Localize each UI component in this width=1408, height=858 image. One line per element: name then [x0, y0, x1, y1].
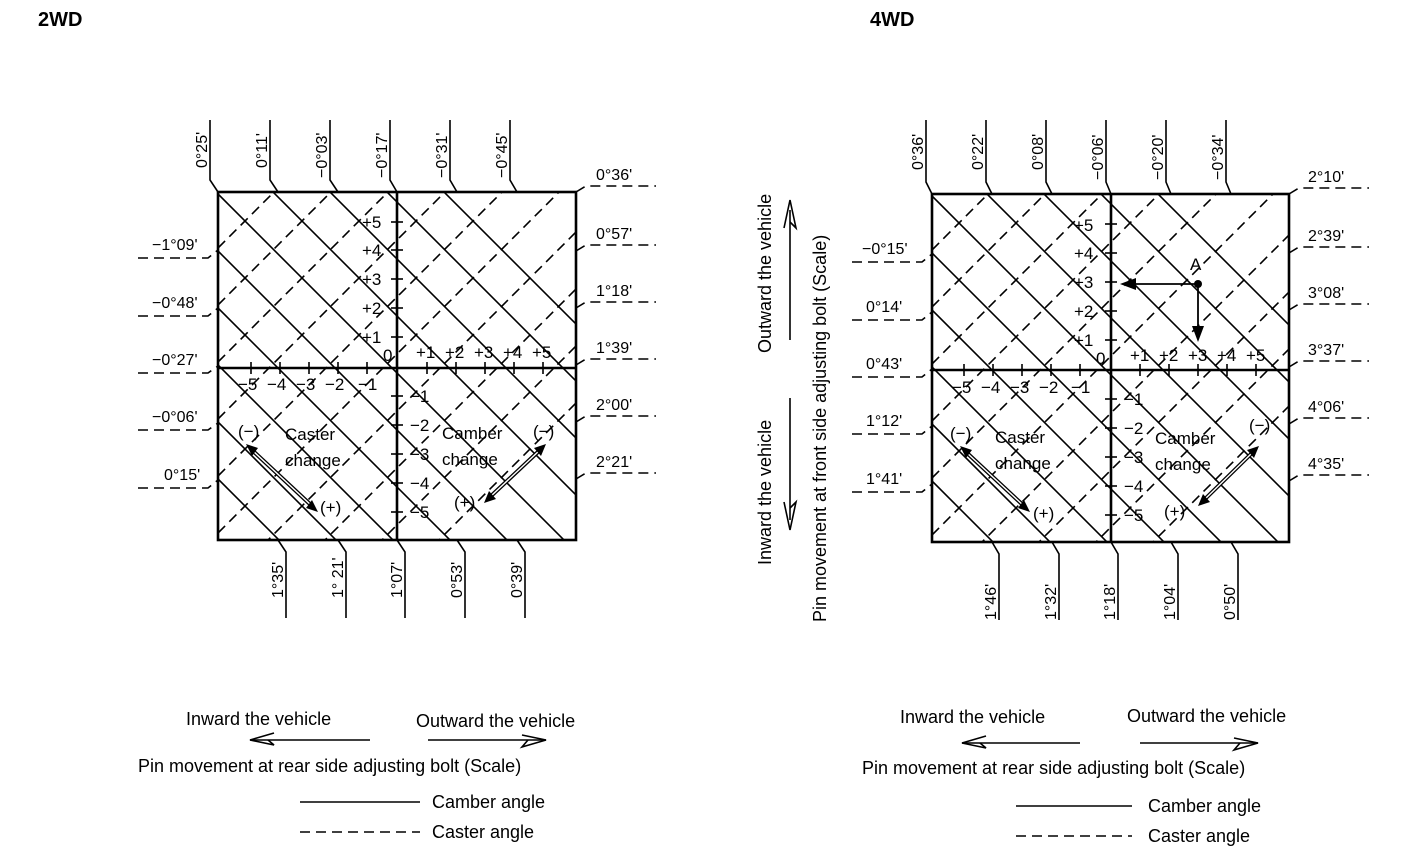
- left-label-2wd-3: −0°06': [152, 409, 198, 426]
- legend-4wd-outward: Outward the vehicle: [1127, 706, 1287, 726]
- top-label-4wd-4: −0°20': [1150, 134, 1167, 180]
- top-label-2wd-3: −0°17': [374, 132, 391, 178]
- right-label-2wd-4: 2°00': [596, 397, 633, 414]
- legend-4wd-camber-angle: Camber angle: [1148, 796, 1262, 816]
- grid-2wd-linework: [138, 0, 658, 858]
- hscale-4wd-p1: +1: [1130, 346, 1150, 365]
- legend-2wd-inward: Inward the vehicle: [186, 709, 332, 729]
- hscale-2wd-p5: +5: [532, 343, 552, 362]
- top-label-4wd-2: 0°08': [1030, 133, 1047, 170]
- side-arrows-4wd: [784, 200, 796, 530]
- hscale-4wd-n2: −2: [1039, 378, 1059, 397]
- hscale-4wd-n4: −4: [981, 378, 1001, 397]
- hscale-2wd-n3: −3: [296, 375, 316, 394]
- left-label-2wd-0: −1°09': [152, 237, 198, 254]
- bottom-label-4wd-0: 1°46': [983, 583, 1000, 620]
- caster-change-2wd-line2: change: [285, 451, 341, 470]
- vscale-2wd-p4: +4: [362, 241, 382, 260]
- hscale-4wd-p4: +4: [1217, 346, 1237, 365]
- vscale-4wd-p4: +4: [1074, 244, 1094, 263]
- right-label-4wd-1: 2°39': [1308, 228, 1345, 245]
- top-label-4wd-0: 0°36': [910, 133, 927, 170]
- legend-4wd-inward: Inward the vehicle: [900, 707, 1046, 727]
- vscale-4wd-p1: +1: [1074, 331, 1094, 350]
- vscale-2wd-p3: +3: [362, 270, 382, 289]
- caster-change-2wd-line1: Caster: [285, 425, 336, 444]
- right-label-4wd-2: 3°08': [1308, 285, 1345, 302]
- camber-change-2wd-line1: Camber: [442, 424, 503, 443]
- legend-4wd-caster-angle: Caster angle: [1148, 826, 1251, 846]
- vscale-4wd-n1: −1: [1124, 390, 1144, 409]
- diagram-4wd: [755, 0, 1372, 858]
- vscale-4wd-p5: +5: [1074, 216, 1094, 235]
- vscale-2wd-n4: −4: [410, 474, 430, 493]
- vscale-4wd-p3: +3: [1074, 273, 1094, 292]
- right-label-4wd-4: 4°06': [1308, 399, 1345, 416]
- left-label-4wd-4: 1°41': [866, 471, 903, 488]
- vscale-2wd-n1: −1: [410, 387, 430, 406]
- hscale-4wd-p3: +3: [1188, 346, 1208, 365]
- legend-2wd-arrows: [250, 733, 546, 747]
- right-label-2wd-5: 2°21': [596, 454, 633, 471]
- hscale-2wd-n4: −4: [267, 375, 287, 394]
- left-label-4wd-2: 0°43': [866, 356, 903, 373]
- right-label-2wd-0: 0°36': [596, 167, 633, 184]
- hscale-4wd-n5: −5: [952, 378, 972, 397]
- vscale-4wd-n2: −2: [1124, 419, 1144, 438]
- side-inward-label: Inward the vehicle: [755, 419, 775, 565]
- bottom-label-2wd-1: 1° 21': [330, 557, 347, 598]
- diagram-2wd: [38, 0, 658, 858]
- title-4wd: 4WD: [870, 9, 915, 31]
- vscale-2wd-zero: 0: [383, 346, 393, 365]
- camber-change-2wd-line2: change: [442, 450, 498, 469]
- hscale-4wd-n3: −3: [1010, 378, 1030, 397]
- title-2wd: 2WD: [38, 9, 83, 31]
- legend-4wd-arrows: [962, 736, 1258, 750]
- vscale-4wd-n4: −4: [1124, 477, 1144, 496]
- legend-2wd-camber-angle: Camber angle: [432, 792, 546, 812]
- side-pin-movement-label: Pin movement at front side adjusting bolt (Scale): [810, 234, 830, 622]
- top-label-2wd-2: −0°03': [314, 132, 331, 178]
- bottom-label-4wd-1: 1°32': [1043, 583, 1060, 620]
- right-label-2wd-2: 1°18': [596, 283, 633, 300]
- left-label-4wd-3: 1°12': [866, 413, 903, 430]
- top-label-4wd-3: −0°06': [1090, 134, 1107, 180]
- left-label-2wd-1: −0°48': [152, 295, 198, 312]
- bottom-label-2wd-0: 1°35': [270, 561, 287, 598]
- camber-plus-4wd: (+): [1164, 502, 1186, 521]
- legend-4wd-pin-movement: Pin movement at rear side adjusting bolt (Scale): [862, 758, 1246, 778]
- vscale-4wd-p2: +2: [1074, 302, 1094, 321]
- hscale-4wd-p5: +5: [1246, 346, 1266, 365]
- point-a-label: A: [1190, 255, 1202, 274]
- right-label-4wd-0: 2°10': [1308, 169, 1345, 186]
- right-label-4wd-5: 4°35': [1308, 456, 1345, 473]
- camber-change-4wd-line1: Camber: [1155, 429, 1216, 448]
- top-label-2wd-5: −0°45': [494, 132, 511, 178]
- vscale-4wd-zero: 0: [1096, 349, 1106, 368]
- bottom-label-4wd-3: 1°04': [1162, 583, 1179, 620]
- hscale-2wd-n2: −2: [325, 375, 345, 394]
- caster-plus-2wd: (+): [320, 498, 342, 517]
- caster-minus-4wd: (−): [950, 424, 972, 443]
- side-outward-label: Outward the vehicle: [755, 193, 775, 353]
- top-label-2wd-0: 0°25': [194, 131, 211, 168]
- legend-2wd-outward: Outward the vehicle: [416, 711, 576, 731]
- camber-plus-2wd: (+): [454, 493, 476, 512]
- top-label-4wd-5: −0°34': [1210, 134, 1227, 180]
- hscale-2wd-p3: +3: [474, 343, 494, 362]
- legend-2wd-caster-angle: Caster angle: [432, 822, 535, 842]
- vscale-2wd-p2: +2: [362, 299, 382, 318]
- top-label-2wd-1: 0°11': [254, 133, 271, 168]
- hscale-2wd-p1: +1: [416, 343, 436, 362]
- legend-2wd-pin-movement: Pin movement at rear side adjusting bolt (Scale): [138, 756, 522, 776]
- vscale-4wd-n3: −3: [1124, 448, 1144, 467]
- hscale-4wd-n1: −1: [1071, 378, 1091, 397]
- left-label-4wd-0: −0°15': [862, 241, 908, 258]
- bottom-label-2wd-3: 0°53': [449, 561, 466, 598]
- left-label-2wd-2: −0°27': [152, 352, 198, 369]
- bottom-label-2wd-2: 1°07': [389, 561, 406, 598]
- top-label-4wd-1: 0°22': [970, 133, 987, 170]
- vscale-2wd-p5: +5: [362, 213, 382, 232]
- hscale-2wd-p4: +4: [503, 343, 523, 362]
- hscale-4wd-p2: +2: [1159, 346, 1179, 365]
- caster-plus-4wd: (+): [1033, 504, 1055, 523]
- bottom-label-4wd-2: 1°18': [1102, 583, 1119, 620]
- right-label-4wd-3: 3°37': [1308, 342, 1345, 359]
- right-label-2wd-3: 1°39': [596, 340, 633, 357]
- left-label-4wd-1: 0°14': [866, 299, 903, 316]
- vscale-2wd-n5: −5: [410, 503, 430, 522]
- vscale-2wd-n3: −3: [410, 445, 430, 464]
- vscale-2wd-n2: −2: [410, 416, 430, 435]
- hscale-2wd-p2: +2: [445, 343, 465, 362]
- vscale-2wd-p1: +1: [362, 328, 382, 347]
- camber-minus-4wd: (−): [1249, 416, 1271, 435]
- caster-change-4wd-line1: Caster: [995, 428, 1046, 447]
- caster-minus-2wd: (−): [238, 422, 260, 441]
- grid-4wd-linework: [852, 0, 1372, 858]
- vscale-4wd-n5: −5: [1124, 506, 1144, 525]
- left-label-2wd-4: 0°15': [164, 467, 201, 484]
- right-label-2wd-1: 0°57': [596, 226, 633, 243]
- camber-change-4wd-line2: change: [1155, 455, 1211, 474]
- hscale-2wd-n1: −1: [358, 375, 378, 394]
- hscale-2wd-n5: −5: [238, 375, 258, 394]
- bottom-label-2wd-4: 0°39': [509, 561, 526, 598]
- camber-minus-2wd: (−): [533, 422, 555, 441]
- bottom-label-4wd-4: 0°50': [1222, 583, 1239, 620]
- top-label-2wd-4: −0°31': [434, 132, 451, 178]
- caster-change-4wd-line2: change: [995, 454, 1051, 473]
